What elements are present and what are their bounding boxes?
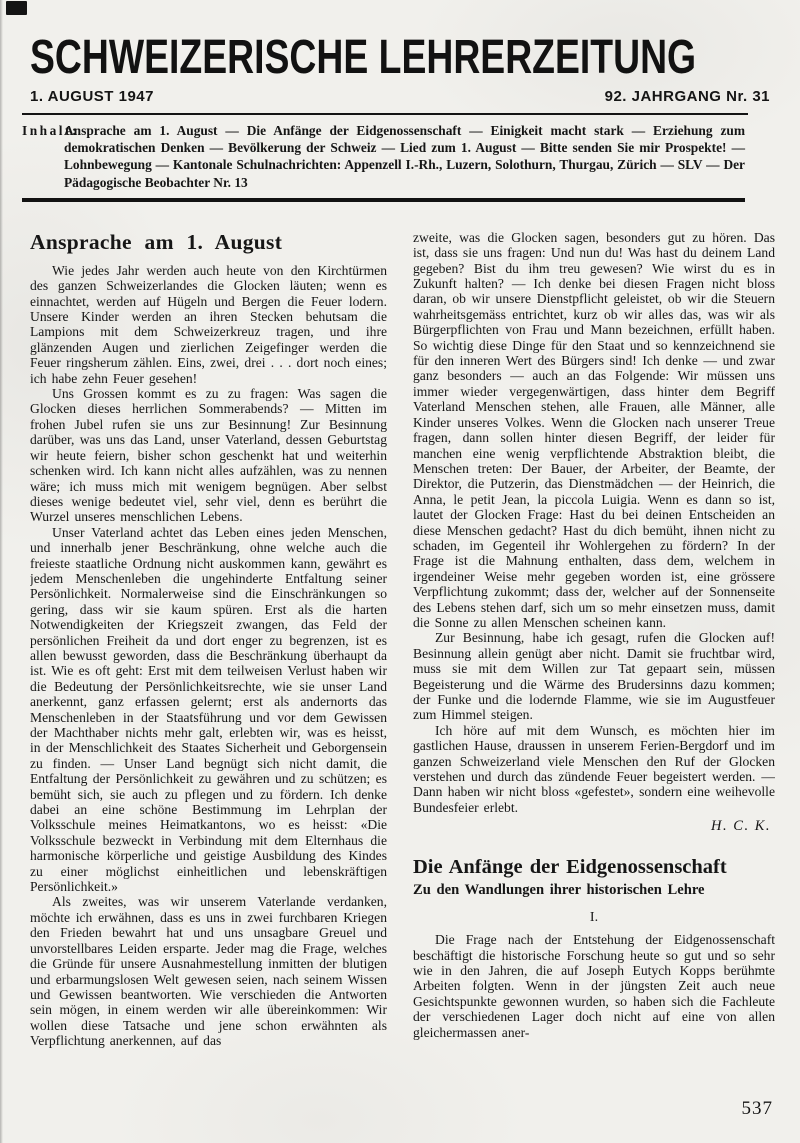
scan-edge-shadow [0,0,3,1143]
article-paragraph: Ich höre auf mit dem Wunsch, es möchten hier im gastlichen Hause, draussen in unserem Ferien-Bergdorf und im ganzen Schweizerland viele Menschen den Ruf der Glocken verstehen und durch das zündende Feuer begeistert werden. — Dann haben wir nicht bloss «gefestet», sondern eine weihevolle Bundesfeier erlebt. [413,722,775,815]
article-paragraph: Als zweites, was wir unserem Vaterlande verdanken, möchte ich erwähnen, dass es uns in zwei furchbaren Kriegen den Frieden bewahrt hat und uns unsagbare Greuel und unvorstellbares Leiden ersparte. Jeder mag die Frage, welches die Gründe für unsere Ausnahmestellung inmitten der blutigen und erbarmungslosen Welt gewesen seien, nach seinem Wissen und Gewissen beantworten. Wie verschieden die Antworten sein mögen, in einem werden wir alle übereinkommen: Wir wollen diese Tatsache und jene schon erwähnten als Verpflichtung anerkennen, auf das [30,894,387,1049]
page-title: SCHWEIZERISCHE LEHRERZEITUNG [30,28,697,85]
article-columns [30,230,775,1120]
page-number: 537 [741,1098,773,1119]
toc-text: Ansprache am 1. August — Die Anfänge der Eidgenossenschaft — Einigkeit macht stark — Erziehung zum demokratischen Denken — Bevölkerung der Schweiz — Lied zum 1. August — Bitte senden Sie mir Prospekte! — Lohnbewegung — Kantonale Schulnachrichten: Appenzell I.-Rh., Luzern, Solothurn, Thurgau, Zürich — SLV — Der Pädagogische Beobachter Nr. 13 [64,123,745,190]
scan-corner-artifact [6,1,27,15]
divider-thick-rule [22,198,745,202]
article2-subtitle: Zu den Wandlungen ihrer historischen Lehre [413,882,705,899]
article-paragraph: Wie jedes Jahr werden auch heute von den Kirchtürmen des ganzen Schweizerlandes die Glocken läuten; wenn es einnachtet, werden auf Hügeln und Bergen die Feuer lodern. Unsere Kinder werden an ihren Stecken behutsam die Lampions mit dem Schweizerkreuz tragen, und ihre glänzenden Augen und zierlichen Zeigefinger werden die Feuer ringsherum zählen. Eins, zwei, drei . . . dort noch eines; ich habe zehn Feuer gesehen! [30,262,387,386]
table-of-contents [22,115,745,198]
section-numeral: I. [589,910,599,926]
article-paragraph: Uns Grossen kommt es zu zu fragen: Was sagen die Glocken dieses herrlichen Sommerabends? — Mitten im frohen Jubel rufen sie uns zur Besinnung! Zur Besinnung darüber, was uns das Land, unser Vaterland, dessen Geburtstag wir heute feiern, bisher schon geschenkt hat und weiterhin schenken wird. Ich kann nicht alles aufzählen, was zu nennen wäre; ich muss mich mit wenigem begnügen. Aber selbst dieses wenige bedeutet viel, sehr viel, denn es berührt die Wurzel unseres menschlichen Lebens. [30,386,387,525]
dateline [30,88,770,105]
article-paragraph: Zur Besinnung, habe ich gesagt, rufen die Glocken auf! Besinnung allein genügt aber nicht. Damit sie fruchtbar wird, muss sie mit dem Willen zur Tat gepaart sein, müssen Begeisterung und die Wärme des Brudersinns dazu kommen; der Funke und die lodernde Flamme, wie sie im Augustfeuer zum Himmel steigen. [413,630,775,723]
article1-title: Ansprache am 1. August [30,229,283,254]
article-paragraph: Die Frage nach der Entstehung der Eidgenossenschaft beschäftigt die historische Forschung heute so gut und so sehr wie in den Jahren, die auf Joseph Eutych Kopps berühmte Arbeiten folgten. Wenn in der jüngsten Zeit auch neue Gesichtspunkte gewonnen wurden, so haben sich die Fachleute der verschiedenen Lager doch nicht auf eine von allen gleichermassen aner- [413,932,775,1040]
issue-date: 1. AUGUST 1947 [30,88,154,105]
article-paragraph: Unser Vaterland achtet das Leben eines jeden Menschen, und innerhalb jener Beschränkung, ohne welche auch die freieste staatliche Ordnung nicht auskommen kann, gewährt es jedem Menschenleben die ungehinderte Entfaltung seiner Persönlichkeit. Normalerweise sind die Einschränkungen so gering, dass wir sie kaum spüren. Erst als die harten Notwendigkeiten der Kriegszeit zwangen, das Feld der persönlichen Freiheit da und dort enger zu begrenzen, ist es allen bewusst geworden, dass die Beschränkung überhaupt da ist. Wie es oft geht: Erst mit dem teilweisen Verlust haben wir die Bedeutung der Persönlichkeitsrechte, wie sie unser Land anerkennt, ganz erfassen gelernt; erst als andernorts das Menschenleben in der Staatsführung und vor dem Gewissen der Machthaber nichts mehr galt, erlebten wir, was es heisst, in der Menschlichkeit des Staates Sicherheit und Geborgensein zu finden. — Unser Land begnügt sich nicht damit, die Entfaltung der Persönlichkeit zu gewähren und zu schützen; es bemüht sich, sie auch zu pflegen und zu fördern. Ich denke dabei an eine schöne Bestimmung im Lehrplan der Volksschule meines Heimatkantons, wo es heisst: «Die Volksschule bezweckt in Verbindung mit dem Elternhaus die harmonische körperliche und geistige Ausbildung des Kindes zu einer möglichst einheitlichen und lebenskräftigen Persönlichkeit.» [30,524,387,895]
author-signature: H. C. K. [711,818,771,835]
toc-label: Inhalt: [22,123,79,138]
left-column [30,230,387,1120]
article2-title: Die Anfänge der Eidgenossenschaft [413,856,727,879]
masthead [0,0,800,105]
article-paragraph: zweite, was die Glocken sagen, besonders gut zu hören. Das ist, dass sie uns fragen: Und nun du! Was hast du deinem Land gegeben? Bist du ihm treu gewesen? Wie wirst du es in Zukunft halten? — Ich denke bei diesen Fragen nicht bloss daran, ob wir unsere Dienstpflicht geleistet, ob wir die Steuern wahrheitsgemäss entrichtet, kurz ob wir alles das, was wir als Bürgerpflichten von Frau und Mann bezeichnen, erfüllt haben. So wichtig diese Dinge für den Staat und so kennzeichnend sie für den inneren Wert des Bürgers sind! Ich denke — und zwar ganz besonders — auch an das Folgende: Wir müssen uns immer wieder vergegenwärtigen, dass hinter dem Begriff Vaterland Menschen stehen, alle Frauen, alle Männer, alle Kinder unseres Volkes. Wenn die Glocken nach unserer Treue fragen, dann sollen hinter diesen Begriff, der leider für manchen eine wenig verpflichtende Abstraktion bleibt, die Menschen treten: Der Bauer, der Arbeiter, der Beamte, der Direktor, die Putzerin, das Dienstmädchen — der Heinrich, die Anna, le petit Jean, la piccola Luigia. Wenn es dann so ist, lautet der Glocken Frage: Hast du bei deinen Entscheiden an diese Menschen gedacht? Hast du dich bemüht, ihnen nicht zu schaden, im Gegenteil ihr Wohlergehen zu fördern? In der Frage ist die Mahnung enthalten, dass dem, welchem in irgendeiner Weise mehr gegeben worden ist, eine grössere Verpflichtung zukommt; dass der, welcher auf der Sonnenseite des Lebens stehen darf, sich um so mehr einsetzen muss, damit die Sonne zu allen Menschen scheinen kann. [413,229,775,630]
right-column [413,230,775,1120]
issue-number: 92. JAHRGANG Nr. 31 [604,88,770,105]
